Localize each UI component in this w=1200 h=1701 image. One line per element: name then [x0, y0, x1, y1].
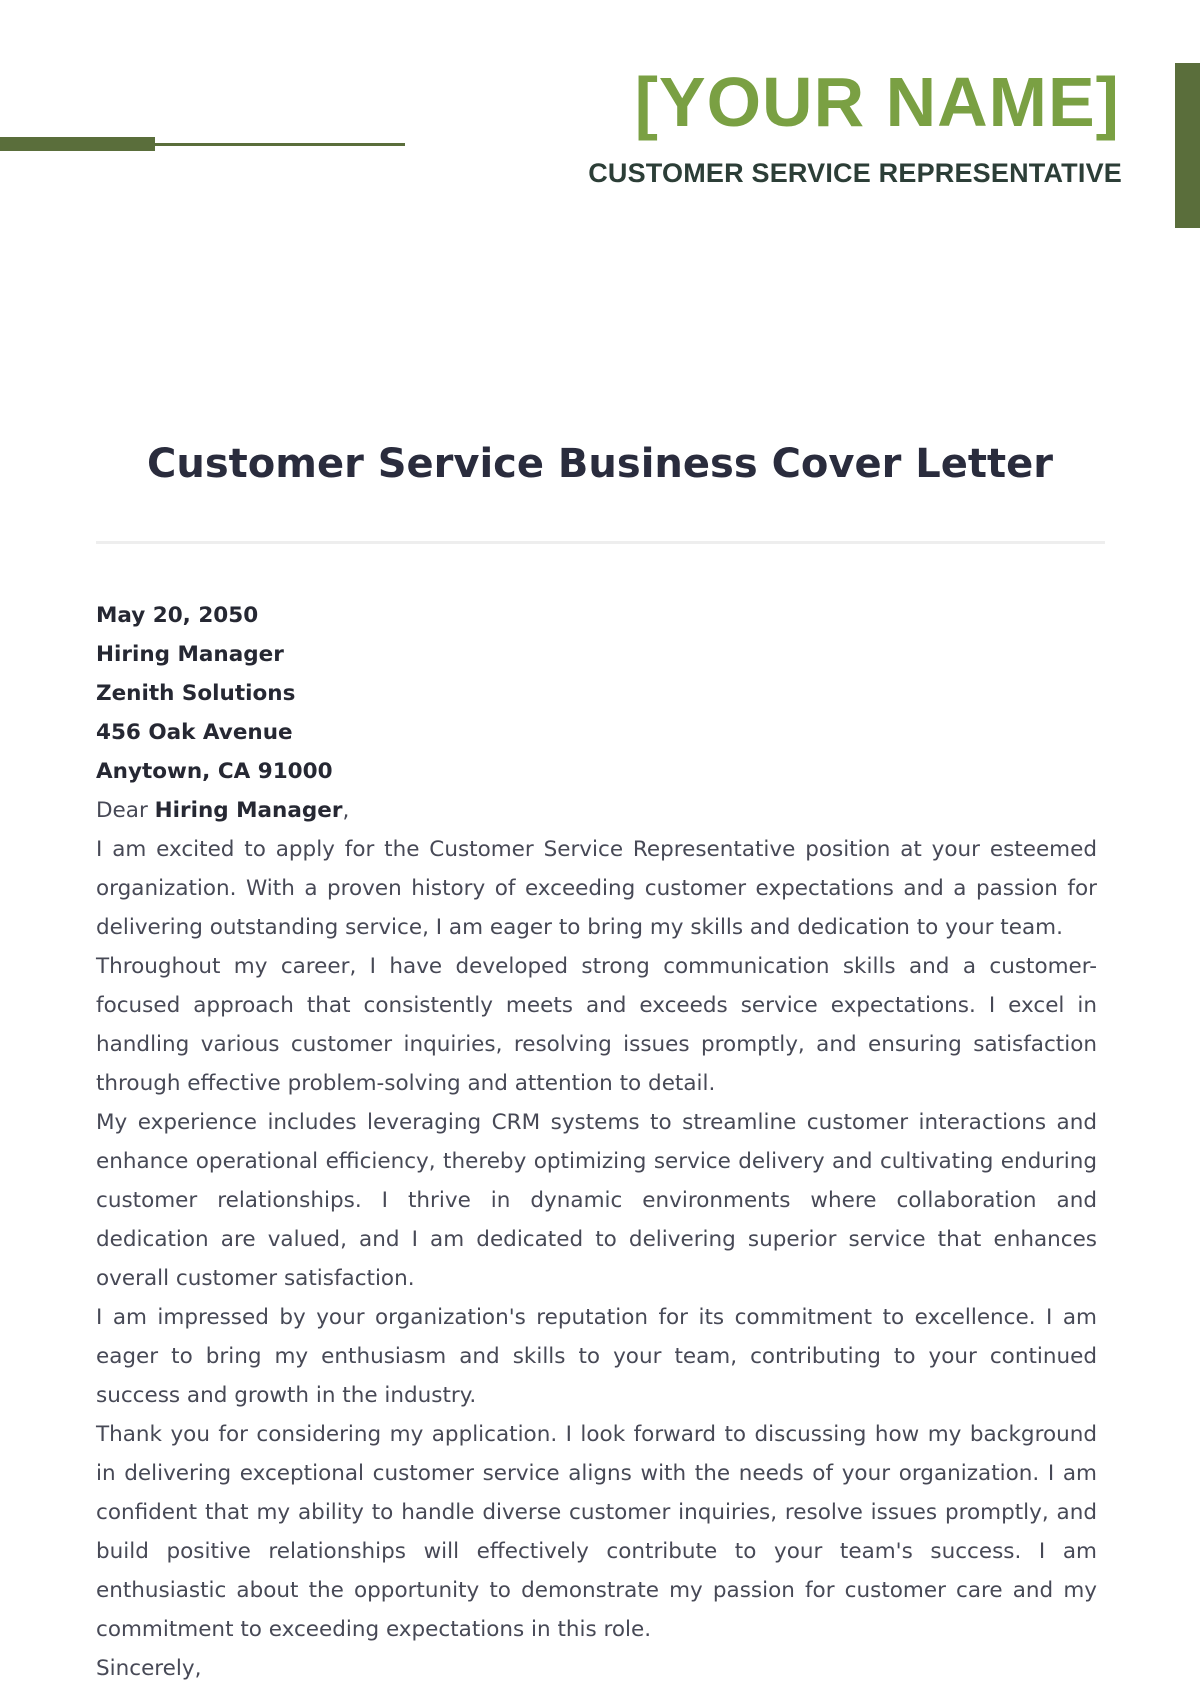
header-accent-bar-thick	[0, 137, 155, 151]
header-side-bar	[1175, 63, 1200, 228]
salutation-prefix: Dear	[96, 798, 155, 823]
salutation-suffix: ,	[342, 798, 350, 823]
letter-closing: Sincerely,	[96, 1656, 202, 1681]
document-title: Customer Service Business Cover Letter	[147, 441, 1053, 487]
recipient-company: Zenith Solutions	[96, 681, 296, 706]
salutation	[96, 791, 1097, 830]
recipient-name: Hiring Manager	[96, 642, 284, 667]
applicant-role: CUSTOMER SERVICE REPRESENTATIVE	[588, 158, 1122, 188]
recipient-street: 456 Oak Avenue	[96, 720, 293, 745]
recipient-city: Anytown, CA 91000	[96, 759, 333, 784]
salutation-name: Hiring Manager	[154, 798, 343, 823]
body-paragraph: I am impressed by your organization's reputation for its commitment to excellence. I am eager to bring my enthusiasm and skills to your team, contributing to your continued success and growth in the industry.	[96, 1305, 1097, 1408]
title-divider	[96, 541, 1105, 544]
body-paragraph: Throughout my career, I have developed strong communication skills and a customer-focused approach that consistently meets and exceeds service expectations. I excel in handling various customer inquiries, resolving issues promptly, and ensuring satisfaction through effective problem-solving and attention to detail.	[96, 954, 1097, 1096]
body-paragraph: I am excited to apply for the Customer Service Representative position at your esteemed organization. With a proven history of exceeding customer expectations and a passion for delivering outstanding service, I am eager to bring my skills and dedication to your team.	[96, 837, 1097, 940]
header-accent-line-thin	[155, 143, 405, 146]
applicant-name: [YOUR NAME]	[634, 63, 1120, 141]
letter-date: May 20, 2050	[96, 603, 259, 628]
body-paragraph: My experience includes leveraging CRM systems to streamline customer interactions and enhance operational efficiency, thereby optimizing service delivery and cultivating enduring customer relationships. I thrive in dynamic environments where collaboration and dedication are valued, and I am dedicated to delivering superior service that enhances overall customer satisfaction.	[96, 1110, 1097, 1291]
body-paragraph: Thank you for considering my application. I look forward to discussing how my background in delivering exceptional customer service aligns with the needs of your organization. I am confident that my ability to handle diverse customer inquiries, resolve issues promptly, and build positive relationships will effectively contribute to your team's success. I am enthusiastic about the opportunity to demonstrate my passion for customer care and my commitment to exceeding expectations in this role.	[96, 1422, 1097, 1642]
letter-body	[96, 596, 1097, 1688]
